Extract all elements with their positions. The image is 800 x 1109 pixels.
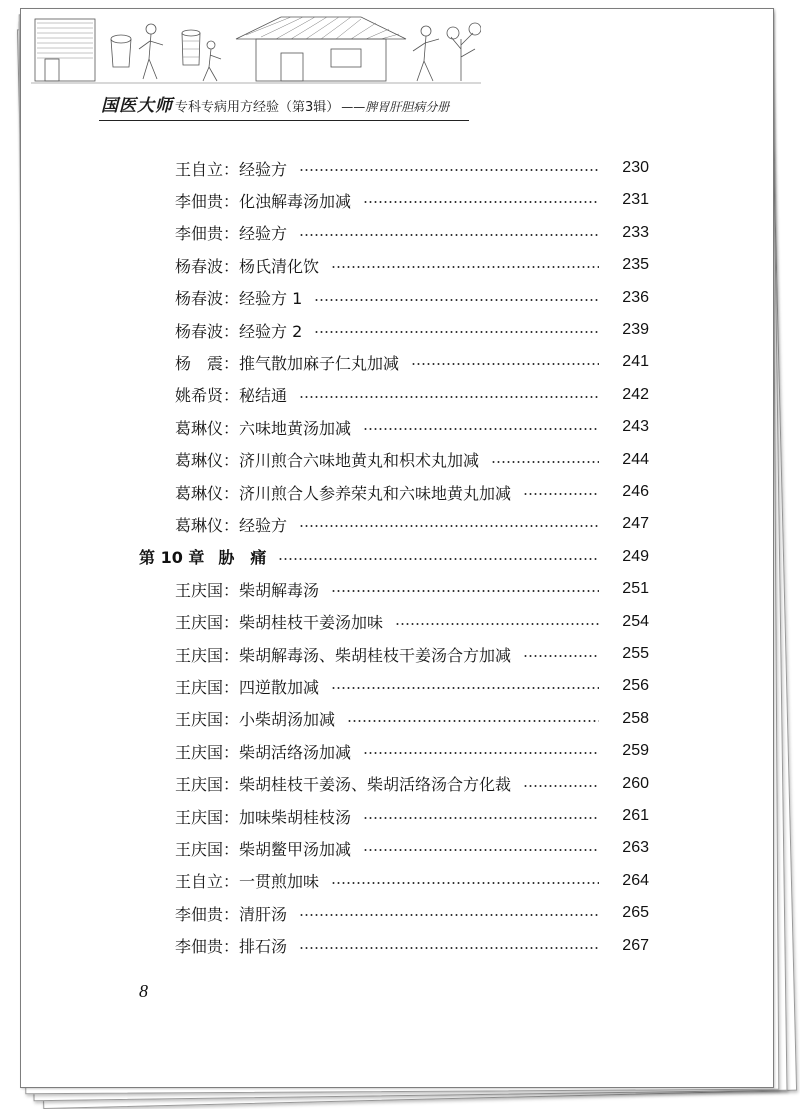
- running-head-series: 专科专病用方经验（第3辑）: [175, 100, 340, 115]
- toc-entry[interactable]: [21, 382, 773, 408]
- toc-dot-leader: [331, 590, 599, 592]
- toc-entry-page: 255: [622, 645, 649, 662]
- toc-entry-author: 姚希贤: [175, 386, 224, 406]
- toc-entry-title: 六味地黄汤加减: [239, 418, 352, 438]
- toc-entry-colon: ：: [223, 775, 240, 795]
- document-page: [20, 8, 774, 1088]
- toc-entry-author: 李佃贵: [175, 904, 224, 924]
- toc-dot-leader: [299, 234, 599, 236]
- toc-dot-leader: [363, 752, 599, 754]
- toc-entry-colon: ：: [223, 515, 240, 535]
- toc-entry-page: 263: [622, 839, 649, 857]
- toc-entry-page: 265: [622, 904, 649, 922]
- toc-dot-leader: [299, 914, 599, 916]
- toc-entry[interactable]: [21, 349, 773, 375]
- toc-entry-colon: ：: [223, 742, 240, 762]
- toc-entry-title: 化浊解毒汤加减: [239, 191, 352, 211]
- toc-entry-colon: ：: [223, 256, 240, 276]
- running-head-rule: [99, 120, 469, 121]
- toc-entry-title: 济川煎合六味地黄丸和枳术丸加减: [239, 451, 480, 471]
- toc-entry-page: 236: [622, 288, 649, 306]
- toc-entry-author: 葛琳仪: [175, 515, 224, 535]
- toc-entry-colon: ：: [223, 710, 240, 730]
- toc-entry[interactable]: [21, 803, 773, 829]
- toc-entry[interactable]: [21, 187, 773, 213]
- toc-entry-colon: ：: [223, 645, 240, 665]
- toc-dot-leader: [395, 623, 599, 625]
- toc-dot-leader: [299, 947, 599, 949]
- toc-entry-title: 柴胡桂枝干姜汤、柴胡活络汤合方化裁: [239, 775, 512, 795]
- toc-entry-author: 王庆国: [175, 775, 224, 795]
- toc-entry-colon: ：: [223, 191, 240, 211]
- toc-entry-page: 254: [622, 612, 649, 630]
- toc-dot-leader: [363, 428, 599, 430]
- toc-entry[interactable]: [21, 285, 773, 311]
- toc-entry-author: 王庆国: [175, 839, 224, 859]
- toc-chapter-label: 第 10 章: [139, 548, 205, 568]
- toc-entry-title: 济川煎合人参养荣丸和六味地黄丸加减: [239, 483, 512, 503]
- toc-entry-title: 加味柴胡桂枝汤: [239, 807, 352, 827]
- toc-entry-title: 杨氏清化饮: [239, 256, 320, 276]
- toc-entry-author: 李佃贵: [175, 191, 224, 211]
- toc-entry-colon: ：: [223, 159, 240, 179]
- toc-entry-author: 葛琳仪: [175, 451, 224, 471]
- toc-entry-author: 王庆国: [175, 645, 224, 665]
- toc-entry[interactable]: [21, 706, 773, 732]
- toc-entry-author: 王庆国: [175, 580, 224, 600]
- running-head-brand: 国医大师: [101, 96, 173, 116]
- toc-entry-author: 李佃贵: [175, 224, 224, 244]
- toc-entry-page: 259: [622, 742, 649, 760]
- toc-entry-title: 排石汤: [239, 937, 288, 957]
- toc-entry-title: 柴胡活络汤加减: [239, 742, 352, 762]
- toc-entry-page: 246: [622, 483, 649, 500]
- toc-chapter-heading[interactable]: [21, 544, 773, 570]
- toc-entry-colon: ：: [223, 451, 240, 471]
- toc-entry-author: 王庆国: [175, 613, 224, 633]
- toc-entry-page: 244: [622, 450, 649, 468]
- toc-dot-leader: [363, 849, 599, 851]
- toc-entry-colon: ：: [223, 580, 240, 600]
- header-illustration: [31, 9, 481, 87]
- toc-entry-page: 233: [622, 223, 649, 241]
- toc-entry-colon: ：: [223, 677, 240, 697]
- toc-entry-title: 一贯煎加味: [239, 872, 320, 892]
- toc-entry-colon: ：: [223, 937, 240, 957]
- toc-entry-colon: ：: [223, 807, 240, 827]
- toc-entry-colon: ：: [223, 418, 240, 438]
- toc-dot-leader: [523, 655, 599, 657]
- toc-dot-leader: [278, 558, 599, 560]
- toc-entry-page: 230: [622, 159, 649, 176]
- toc-entry-author: 葛琳仪: [175, 483, 224, 503]
- toc-entry-colon: ：: [223, 289, 240, 309]
- toc-dot-leader: [331, 687, 599, 689]
- toc-dot-leader: [331, 882, 599, 884]
- toc-entry-title: 经验方: [239, 515, 288, 535]
- page-number: 8: [139, 981, 148, 1001]
- toc-dot-leader: [347, 720, 599, 722]
- toc-entry-author: 杨 震: [175, 353, 224, 373]
- toc-entry-author: 李佃贵: [175, 937, 224, 957]
- toc-entry[interactable]: [21, 576, 773, 602]
- toc-entry[interactable]: [21, 447, 773, 473]
- toc-entry-title: 经验方: [239, 159, 288, 179]
- toc-entry-page: 258: [622, 709, 649, 727]
- toc-entry-title: 秘结通: [239, 386, 288, 406]
- toc-dot-leader: [299, 396, 599, 398]
- village-scene-illustration: [31, 9, 481, 87]
- toc-dot-leader: [331, 266, 599, 268]
- toc-entry-title: 经验方 2: [239, 321, 303, 341]
- toc-entry[interactable]: [21, 317, 773, 343]
- toc-entry[interactable]: [21, 673, 773, 699]
- toc-entry[interactable]: [21, 479, 773, 505]
- toc-entry-colon: ：: [223, 321, 240, 341]
- toc-entry-title: 柴胡鳖甲汤加减: [239, 839, 352, 859]
- toc-entry-colon: ：: [223, 904, 240, 924]
- toc-entry[interactable]: [21, 835, 773, 861]
- toc-entry-colon: ：: [223, 872, 240, 892]
- toc-dot-leader: [363, 201, 599, 203]
- toc-dot-leader: [314, 299, 599, 301]
- toc-entry-title: 经验方: [239, 224, 288, 244]
- toc-entry-colon: ：: [223, 839, 240, 859]
- toc-entry-page: 260: [622, 774, 649, 792]
- toc-entry-title: 柴胡解毒汤、柴胡桂枝干姜汤合方加减: [239, 645, 512, 665]
- toc-entry-page: 267: [622, 936, 649, 954]
- toc-entry-colon: ：: [223, 353, 240, 373]
- toc-entry-author: 王自立: [175, 872, 224, 892]
- toc-entry-author: 王庆国: [175, 710, 224, 730]
- toc-entry-title: 柴胡解毒汤: [239, 580, 320, 600]
- toc-entry-title: 经验方 1: [239, 289, 303, 309]
- running-head-volume: ——脾胃肝胆病分册: [341, 100, 450, 114]
- toc-entry-author: 杨春波: [175, 289, 224, 309]
- toc-entry-page: 235: [622, 256, 649, 274]
- toc-entry-page: 256: [622, 677, 649, 695]
- toc-dot-leader: [491, 461, 599, 463]
- toc-entry[interactable]: [21, 900, 773, 926]
- toc-entry-author: 杨春波: [175, 321, 224, 341]
- toc-dot-leader: [363, 817, 599, 819]
- running-head: [101, 91, 449, 117]
- toc-entry-colon: ：: [223, 613, 240, 633]
- toc-entry-page: 242: [622, 385, 649, 403]
- toc-entry-author: 王庆国: [175, 742, 224, 762]
- toc-entry-colon: ：: [223, 224, 240, 244]
- toc-entry-author: 葛琳仪: [175, 418, 224, 438]
- toc-entry[interactable]: [21, 771, 773, 797]
- toc-entry[interactable]: [21, 933, 773, 959]
- toc-entry-page: 264: [622, 871, 649, 889]
- toc-entry-page: 243: [622, 418, 649, 436]
- toc-entry-page: 241: [622, 353, 649, 371]
- toc-entry-title: 推气散加麻子仁丸加减: [239, 353, 400, 373]
- toc-entry-author: 王自立: [175, 159, 224, 179]
- toc-chapter-title: 胁 痛: [218, 548, 267, 568]
- toc-entry-title: 清肝汤: [239, 904, 288, 924]
- toc-entry[interactable]: [21, 252, 773, 278]
- toc-chapter-page: 249: [622, 547, 649, 565]
- toc-dot-leader: [411, 363, 599, 365]
- toc-entry-title: 柴胡桂枝干姜汤加味: [239, 613, 384, 633]
- toc-entry-author: 杨春波: [175, 256, 224, 276]
- toc-entry-title: 小柴胡汤加减: [239, 710, 336, 730]
- toc-dot-leader: [314, 331, 599, 333]
- toc-entry-page: 247: [622, 515, 649, 533]
- toc-dot-leader: [299, 169, 599, 171]
- toc-entry-colon: ：: [223, 483, 240, 503]
- toc-entry[interactable]: [21, 220, 773, 246]
- toc-entry-page: 231: [622, 191, 649, 209]
- toc-entry[interactable]: [21, 511, 773, 537]
- toc-entry[interactable]: [21, 868, 773, 894]
- toc-dot-leader: [523, 493, 599, 495]
- toc-entry[interactable]: [21, 414, 773, 440]
- toc-entry-author: 王庆国: [175, 677, 224, 697]
- toc-entry-colon: ：: [223, 386, 240, 406]
- toc-entry[interactable]: [21, 738, 773, 764]
- toc-entry[interactable]: [21, 609, 773, 635]
- toc-dot-leader: [523, 785, 599, 787]
- toc-entry-page: 251: [622, 580, 649, 598]
- toc-entry-page: 239: [622, 321, 649, 338]
- toc-dot-leader: [299, 525, 599, 527]
- toc-entry-page: 261: [622, 807, 649, 824]
- toc-entry-author: 王庆国: [175, 807, 224, 827]
- toc-entry[interactable]: [21, 155, 773, 181]
- toc-entry-title: 四逆散加减: [239, 677, 320, 697]
- toc-entry[interactable]: [21, 641, 773, 667]
